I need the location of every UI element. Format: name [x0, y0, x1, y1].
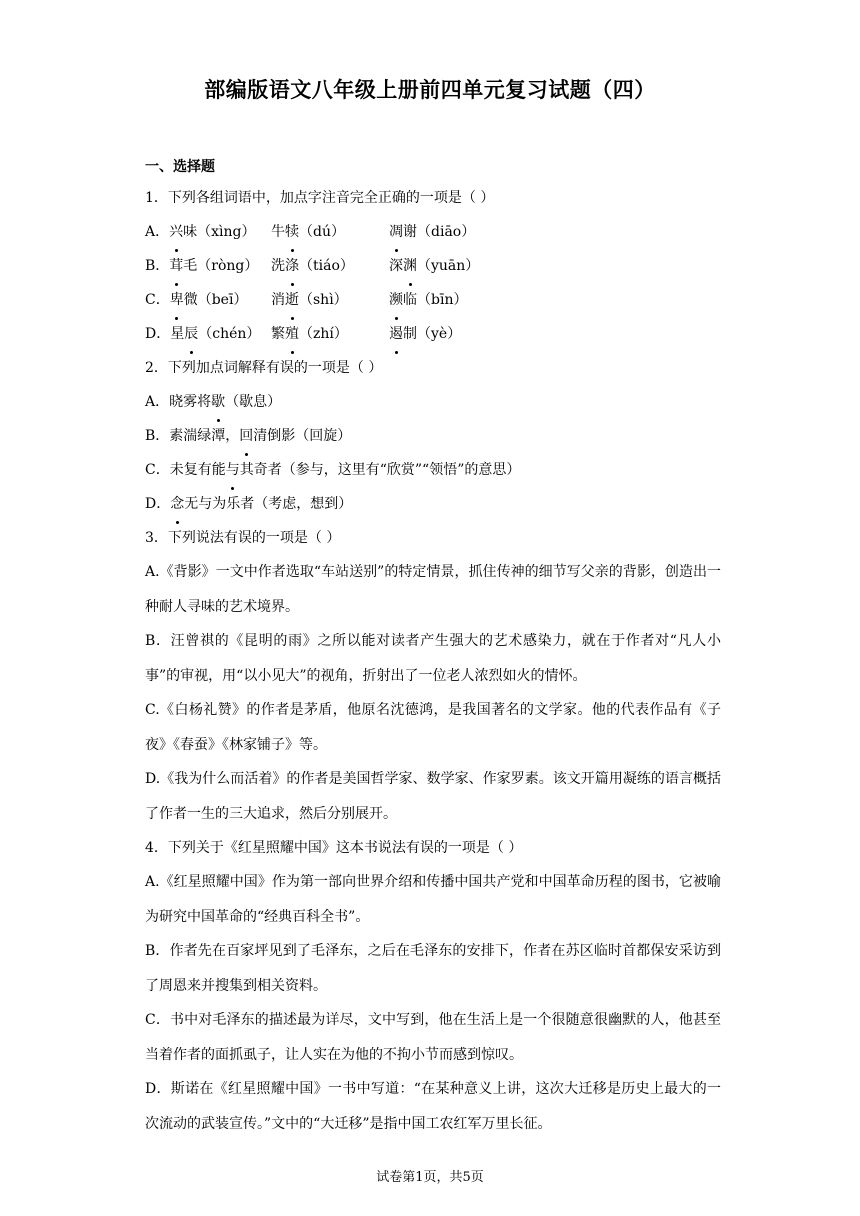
question-4-option-d: D．斯诺在《红星照耀中国》一书中写道：“在某种意义上讲，这次大迁移是历史上最大的一次流动的武装宣传。”文中的“大迁移”是指中国工农红军万里长征。 [145, 1081, 721, 1132]
question-4-option-b: B．作者先在百家坪见到了毛泽东，之后在毛泽东的安排下，作者在苏区临时首都保安采访到了周恩来并搜集到相关资料。 [145, 943, 721, 994]
dotted-char: 念 [170, 487, 184, 521]
dotted-char: 兴 [169, 215, 183, 249]
dotted-char: 与 [226, 453, 240, 487]
question-3-stem: 3．下列说法有误的一项是（ ） [145, 530, 341, 546]
dotted-char: 逝 [285, 283, 299, 317]
question-4-option-a: A.《红星照耀中国》作为第一部向世界介绍和传播中国共产党和中国革命历程的图书，它被喻为研究中国革命的“经典百科全书”。 [145, 874, 721, 925]
question-1-option-a: A．兴味（xìng） 牛犊（dú） 凋谢（diāo） [145, 215, 721, 249]
question-4-stem: 4．下列关于《红星照耀中国》这本书说法有误的一项是（ ） [145, 840, 523, 856]
dotted-char: 茸 [169, 249, 183, 283]
question-1-option-c: C．卑微（beī） 消逝（shì） 濒临（bīn） [145, 283, 721, 317]
page-footer: 试卷第1页，共5页 [376, 1170, 484, 1185]
dotted-char: 涤 [285, 249, 299, 283]
question-1-stem: 1．下列各组词语中，加点字注音完全正确的一项是（ ） [145, 190, 495, 206]
dotted-char: 渊 [403, 249, 417, 283]
question-1-option-b: B．茸毛（ròng） 洗涤（tiáo） 深渊（yuān） [145, 249, 721, 283]
question-content [145, 154, 721, 1141]
dotted-char: 卑 [170, 283, 184, 317]
question-1-option-d: D．星辰（chén） 繁殖（zhí） 遏制（yè） [145, 317, 721, 351]
dotted-char: 遏 [389, 317, 403, 351]
section-heading: 一、选择题 [145, 159, 215, 175]
page-title: 部编版语文八年级上册前四单元复习试题（四） [204, 78, 656, 102]
question-2-option-d: D．念无与为乐者（考虑，想到） [145, 487, 721, 521]
dotted-char: 歇 [211, 385, 225, 419]
dotted-char: 殖 [285, 317, 299, 351]
dotted-char: 凋 [389, 215, 403, 249]
dotted-char: 濒 [389, 283, 403, 317]
question-3-option-a: A.《背影》一文中作者选取“车站送别”的特定情景，抓住传神的细节写父亲的背影，创造出一种耐人寻味的艺术境界。 [145, 564, 721, 615]
question-2-option-c: C．未复有能与其奇者（参与，这里有“欣赏”“领悟”的意思） [145, 453, 721, 487]
question-4-option-c: C．书中对毛泽东的描述最为详尽，文中写到，他在生活上是一个很随意很幽默的人，他甚至当着作者的面抓虱子，让人实在为他的不拘小节而感到惊叹。 [145, 1012, 721, 1063]
question-3-option-d: D.《我为什么而活着》的作者是美国哲学家、数学家、作家罗素。该文开篇用凝练的语言概括了作者一生的三大追求，然后分别展开。 [145, 771, 721, 822]
question-2-stem: 2．下列加点词解释有误的一项是（ ） [145, 360, 383, 376]
dotted-char: 回 [239, 419, 253, 453]
question-2-option-b: B．素湍绿潭，回清倒影（回旋） [145, 419, 721, 453]
dotted-char: 犊 [285, 215, 299, 249]
dotted-char: 辰 [184, 317, 198, 351]
question-3-option-b: B．汪曾祺的《昆明的雨》之所以能对读者产生强大的艺术感染力，就在于作者对“凡人小事”的审视，用“以小见大”的视角，折射出了一位老人浓烈如火的情怀。 [145, 633, 721, 684]
question-3-option-c: C.《白杨礼赞》的作者是茅盾，他原名沈德鸿，是我国著名的文学家。他的代表作品有《子夜》《春蚕》《林家铺子》等。 [145, 702, 721, 753]
question-2-option-a: A．晓雾将歇（歇息） [145, 385, 721, 419]
